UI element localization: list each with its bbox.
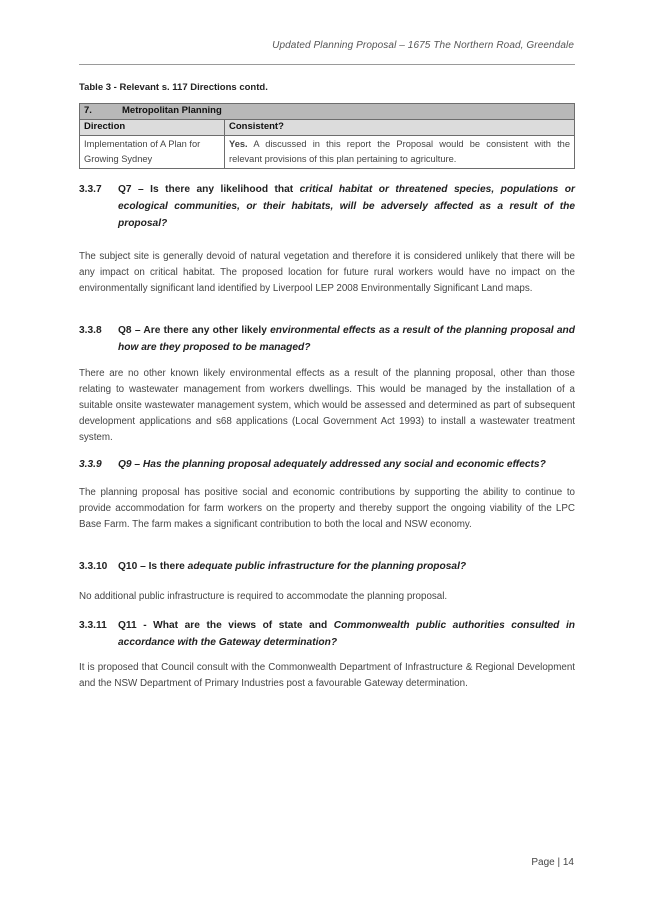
heading-3-3-10 [79, 558, 575, 575]
consistent-line-2: relevant provisions of this plan pertaining to agriculture. [229, 154, 457, 164]
table-row [80, 136, 575, 169]
heading-prefix: Q11 - What are the views of state and [118, 620, 334, 631]
heading-prefix: Q7 – Is there any likelihood that [118, 184, 300, 195]
heading-3-3-11 [79, 617, 575, 651]
direction-line-2: Growing Sydney [84, 154, 153, 164]
heading-number: 3.3.10 [79, 561, 108, 572]
column-header-direction: Direction [80, 120, 225, 136]
table-header-row [80, 120, 575, 136]
heading-italic: Commonwealth public authorities consulted in accordance with the Gateway determination? [118, 620, 575, 648]
running-header: Updated Planning Proposal – 1675 The Northern Road, Greendale [272, 40, 574, 51]
heading-3-3-8 [79, 322, 575, 356]
heading-italic: Q9 – Has the planning proposal adequately addressed any social and economic effects? [118, 459, 546, 470]
consistent-text-1: A discussed in this report the Proposal would be consistent with the [253, 139, 570, 149]
direction-line-1: Implementation of A Plan for [84, 139, 201, 149]
consistent-line-1 [229, 137, 570, 152]
heading-prefix: Q8 – Are there any other likely [118, 325, 271, 336]
heading-number: 3.3.9 [79, 459, 102, 470]
table-section-title: Metropolitan Planning [122, 105, 222, 116]
paragraph-3-3-8: There are no other known likely environmental effects as a result of the planning proposal, other than those relating to wastewater management from workers dwellings. This would be managed by the installation of a suitable onsite wastewater management system, which would be assessed and determined as part of subsequent development applications and s68 applications (Local Government Act 1993) to install a wastewater treatment system. [79, 368, 575, 443]
table-caption: Table 3 - Relevant s. 117 Directions contd. [79, 82, 268, 93]
directions-table [79, 103, 575, 169]
heading-italic: critical habitat or threatened species, populations or ecological communities, or their habitats, will be adversely affected as a result of the proposal? [118, 184, 575, 229]
heading-number: 3.3.7 [79, 184, 102, 195]
heading-italic: adequate public infrastructure for the planning proposal? [187, 561, 467, 572]
paragraph-3-3-10: No additional public infrastructure is required to accommodate the planning proposal. [79, 591, 448, 602]
column-header-consistent: Consistent? [225, 120, 575, 136]
heading-text [118, 617, 575, 651]
paragraph-3-3-7: The subject site is generally devoid of natural vegetation and therefore it is considered unlikely that there will be any impact on critical habitat. The proposed location for future rural workers would have no impact on the environmentally significant land identified by Liverpool LEP 2008 Environmentally Significant Land maps. [79, 251, 575, 294]
heading-3-3-9 [79, 456, 575, 473]
consistent-yes: Yes. [229, 139, 248, 149]
heading-prefix: Q10 – Is there [118, 561, 188, 572]
table-section-cell [80, 104, 575, 120]
heading-text [118, 181, 575, 232]
heading-3-3-7 [79, 181, 575, 232]
heading-italic: environmental effects as a result of the planning proposal and how are they proposed to be managed? [118, 325, 576, 353]
table-section-number: 7. [84, 105, 92, 116]
heading-text [118, 456, 575, 473]
header-rule [79, 64, 575, 65]
heading-number: 3.3.11 [79, 620, 107, 631]
direction-cell [80, 136, 225, 169]
heading-text [118, 322, 575, 356]
heading-text [118, 558, 575, 575]
heading-number: 3.3.8 [79, 325, 102, 336]
table-section-row [80, 104, 575, 120]
paragraph-3-3-11: It is proposed that Council consult with the Commonwealth Department of Infrastructure & Regional Development and the NSW Department of Primary Industries post a favourable Gateway determination. [79, 662, 575, 689]
page-number: Page | 14 [531, 857, 574, 868]
paragraph-3-3-9: The planning proposal has positive social and economic contributions by supporting the ability to continue to provide accommodation for farm workers on the property and thereby support the ongoing viability of the LPC Base Farm. The farm makes a significant contribution to both the local and NSW economy. [79, 487, 575, 530]
consistent-cell [225, 136, 575, 169]
